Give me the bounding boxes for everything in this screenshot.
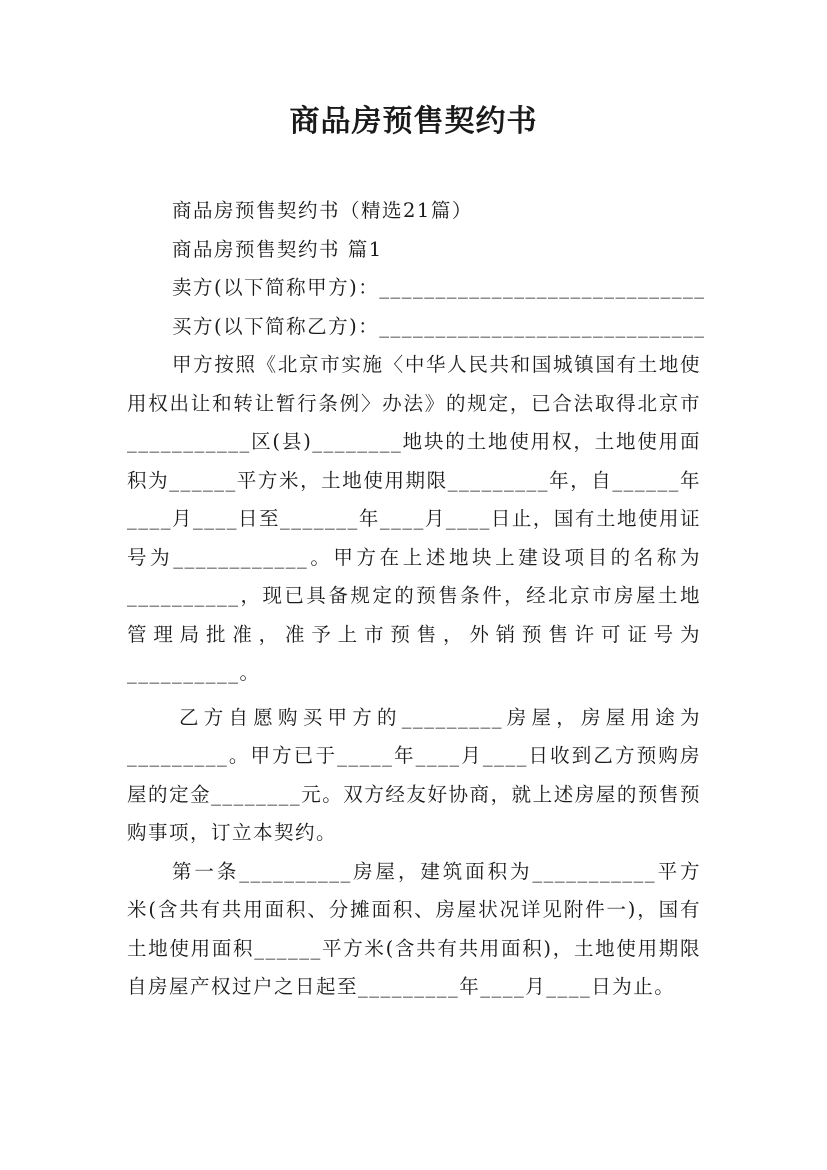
subtitle-line: 商品房预售契约书（精选21篇） xyxy=(172,199,473,222)
paragraph-article-one: 第一条__________房屋，建筑面积为___________平方米(含共有共用面积、分摊面积、房屋状况详见附件一)，国有土地使用面积______平方米(含共有共用面积)，土地使用期限自房屋产权过户之日起至_________年____月____日为止。 xyxy=(127,859,701,998)
paragraph-land-use: 甲方按照《北京市实施〈中华人民共和国城镇国有土地使用权出让和转让暂行条例〉办法》的规定，已合法取得北京市___________区(县)________地块的土地使用权，土地使用面积为______平方米，土地使用期限_________年，自______年____月____日至_______年____月____日止，国有土地使用证号为____________。甲方在上述地块上建设项目的名称为__________，现已具备规定的预售条件，经北京市房屋土地管理局批准，准予上市预售，外销预售许可证号为__________。 xyxy=(127,353,701,684)
document-body xyxy=(127,192,706,1007)
chapter-heading: 商品房预售契约书 篇1 xyxy=(172,237,383,261)
seller-line: 卖方(以下简称甲方)：_____________________________ xyxy=(172,276,706,299)
document-title: 商品房预售契约书 xyxy=(289,104,538,139)
buyer-line: 买方(以下简称乙方)：_____________________________ xyxy=(172,314,706,338)
paragraph-purchase: 乙方自愿购买甲方的_________房屋，房屋用途为_________。甲方已于_____年____月____日收到乙方预购房屋的定金________元。双方经友好协商，就上述房屋的预售预购事项，订立本契约。 xyxy=(127,705,701,844)
